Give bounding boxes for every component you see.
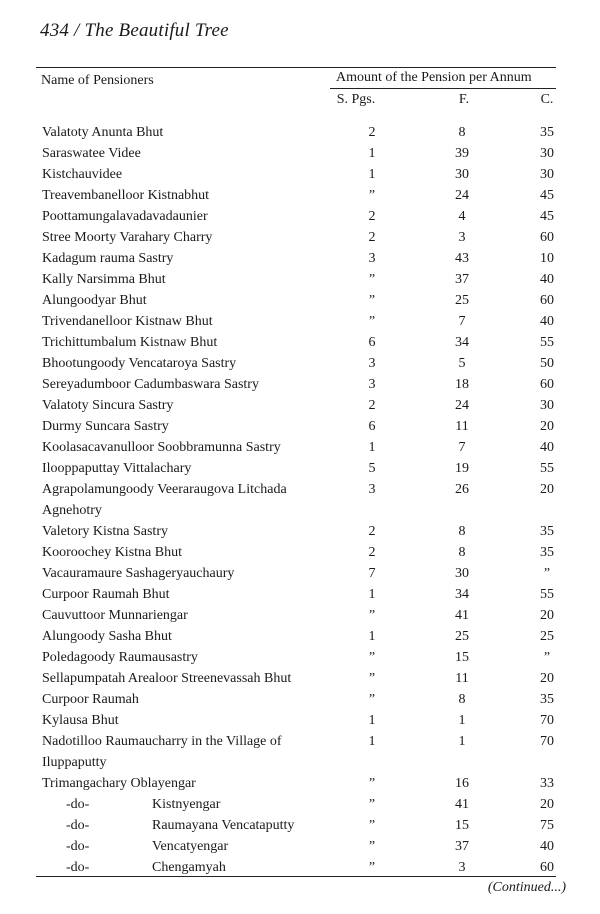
amount-c: ”	[543, 566, 551, 581]
table-row	[0, 290, 600, 311]
amount-spgs: 2	[368, 125, 376, 140]
amount-spgs: ”	[368, 839, 376, 854]
pensioner-name: Nadotilloo Raumaucharry in the Village of Iluppaputty	[42, 734, 282, 770]
amount-spgs: 5	[368, 461, 376, 476]
pensioner-name: Trimangachary Oblayengar	[42, 776, 196, 791]
amount-f: 5	[458, 356, 466, 371]
pensioner-name: Kylausa Bhut	[42, 713, 119, 728]
amount-f: 3	[458, 230, 466, 245]
amount-spgs: 6	[368, 335, 376, 350]
pensioner-name: Valatoty Sincura Sastry	[42, 398, 174, 413]
amount-c: 50	[540, 356, 554, 371]
amount-c: 35	[540, 125, 554, 140]
amount-f: 7	[458, 440, 466, 455]
table-row	[0, 185, 600, 206]
table-row	[0, 647, 600, 668]
amount-f: 30	[455, 167, 469, 182]
amount-f: 43	[455, 251, 469, 266]
amount-c: 45	[540, 188, 554, 203]
pensioner-name: Saraswatee Videe	[42, 146, 141, 161]
amount-spgs: ”	[368, 608, 376, 623]
table-row	[0, 731, 600, 773]
pensioner-name: Trivendanelloor Kistnaw Bhut	[42, 314, 213, 329]
pensioner-name: Kistchauvidee	[42, 167, 123, 182]
continued-note: (Continued...)	[487, 880, 566, 895]
amount-f: 8	[458, 692, 466, 707]
amount-header-rule	[330, 88, 556, 89]
amount-c: 55	[540, 335, 554, 350]
amount-f: 37	[455, 839, 469, 854]
amount-c: 35	[540, 545, 554, 560]
table-row	[0, 584, 600, 605]
amount-spgs: ”	[368, 272, 376, 287]
amount-c: 20	[540, 797, 554, 812]
amount-spgs: ”	[368, 692, 376, 707]
table-row	[0, 437, 600, 458]
amount-spgs: ”	[368, 293, 376, 308]
pensioner-name	[66, 836, 366, 857]
amount-spgs: 1	[368, 146, 376, 161]
amount-spgs: ”	[368, 671, 376, 686]
pensioner-name: Trichittumbalum Kistnaw Bhut	[42, 335, 218, 350]
amount-spgs: 1	[368, 734, 376, 749]
pensioner-name: Valatoty Anunta Bhut	[42, 125, 164, 140]
pensioner-name: Ilooppaputtay Vittalachary	[42, 461, 192, 476]
amount-c: 60	[540, 293, 554, 308]
amount-spgs: ”	[368, 776, 376, 791]
table-row	[0, 248, 600, 269]
table-row	[0, 836, 600, 857]
amount-c: 45	[540, 209, 554, 224]
amount-f: 7	[458, 314, 466, 329]
amount-c: 33	[540, 776, 554, 791]
table-row	[0, 206, 600, 227]
amount-f: 4	[458, 209, 466, 224]
amount-f: 19	[455, 461, 469, 476]
amount-spgs: ”	[368, 314, 376, 329]
pensioner-name: Cauvuttoor Munnariengar	[42, 608, 188, 623]
table-row	[0, 458, 600, 479]
amount-c: 30	[540, 146, 554, 161]
amount-spgs: 1	[368, 587, 376, 602]
amount-spgs: 3	[368, 377, 376, 392]
pensioner-name: Bhootungoody Vencataroya Sastry	[42, 356, 237, 371]
pensioner-name: Curpoor Raumah	[42, 692, 139, 707]
ditto-mark: -do-	[66, 797, 90, 812]
amount-c: 30	[540, 167, 554, 182]
amount-spgs: 2	[368, 209, 376, 224]
amount-f: 3	[458, 860, 466, 875]
table-row	[0, 626, 600, 647]
amount-f: 16	[455, 776, 469, 791]
table-row	[0, 668, 600, 689]
amount-c: 75	[540, 818, 554, 833]
pensioner-name-text: Vencatyengar	[152, 839, 229, 854]
amount-c: 35	[540, 692, 554, 707]
table-row	[0, 815, 600, 836]
pensioner-name: Treavembanelloor Kistnabhut	[42, 188, 210, 203]
pensioner-name: Poottamungalavadavadaunier	[42, 209, 208, 224]
table-row	[0, 269, 600, 290]
pensioner-name: Agrapolamungoody Veeraraugova Litchada Agnehotry	[42, 482, 287, 518]
amount-c: 60	[540, 230, 554, 245]
pensioner-name: Alungoody Sasha Bhut	[42, 629, 172, 644]
amount-c: 70	[540, 713, 554, 728]
ditto-mark: -do-	[66, 839, 90, 854]
pensioner-name: Alungoodyar Bhut	[42, 293, 147, 308]
table-bottom-rule	[36, 876, 556, 877]
pensioner-name	[66, 794, 366, 815]
amount-c: ”	[543, 650, 551, 665]
ditto-mark: -do-	[66, 818, 90, 833]
amount-c: 20	[540, 419, 554, 434]
amount-f: 8	[458, 545, 466, 560]
table-row	[0, 521, 600, 542]
amount-c: 30	[540, 398, 554, 413]
column-header-amount: Amount of the Pension per Annum	[336, 70, 532, 85]
pensioner-name: Poledagoody Raumausastry	[42, 650, 198, 665]
amount-f: 41	[455, 797, 469, 812]
amount-f: 39	[455, 146, 469, 161]
amount-spgs: 3	[368, 482, 376, 497]
pensioner-name: Kooroochey Kistna Bhut	[42, 545, 182, 560]
amount-spgs: ”	[368, 818, 376, 833]
amount-c: 40	[540, 839, 554, 854]
pensioner-name: Valetory Kistna Sastry	[42, 524, 168, 539]
amount-c: 55	[540, 587, 554, 602]
amount-spgs: 2	[368, 524, 376, 539]
pensioner-name: Koolasacavanulloor Soobbramunna Sastry	[42, 440, 281, 455]
amount-c: 35	[540, 524, 554, 539]
amount-spgs: ”	[368, 860, 376, 875]
amount-spgs: 3	[368, 356, 376, 371]
amount-f: 11	[455, 671, 469, 686]
table-row	[0, 689, 600, 710]
subcolumn-header-f: F.	[458, 92, 470, 107]
amount-spgs: ”	[368, 650, 376, 665]
amount-f: 24	[455, 188, 469, 203]
amount-spgs: 7	[368, 566, 376, 581]
table-row	[0, 605, 600, 626]
amount-c: 20	[540, 608, 554, 623]
table-row	[0, 353, 600, 374]
amount-c: 60	[540, 860, 554, 875]
amount-spgs: 2	[368, 230, 376, 245]
table-row	[0, 374, 600, 395]
amount-f: 24	[455, 398, 469, 413]
pensioner-name: Curpoor Raumah Bhut	[42, 587, 170, 602]
amount-f: 30	[455, 566, 469, 581]
table-row	[0, 332, 600, 353]
amount-spgs: 2	[368, 545, 376, 560]
pension-table-body	[0, 122, 600, 878]
amount-spgs: ”	[368, 188, 376, 203]
pensioner-name: Stree Moorty Varahary Charry	[42, 230, 213, 245]
amount-spgs: 6	[368, 419, 376, 434]
amount-c: 20	[540, 482, 554, 497]
pensioner-name: Kadagum rauma Sastry	[42, 251, 174, 266]
table-row	[0, 773, 600, 794]
pensioner-name: Sereyadumboor Cadumbaswara Sastry	[42, 377, 259, 392]
amount-spgs: 1	[368, 629, 376, 644]
amount-c: 55	[540, 461, 554, 476]
amount-f: 37	[455, 272, 469, 287]
subcolumn-header-spgs: S. Pgs.	[336, 92, 376, 107]
table-row	[0, 563, 600, 584]
pensioner-name: Vacauramaure Sashageryauchaury	[42, 566, 235, 581]
table-row	[0, 857, 600, 878]
amount-spgs: 1	[368, 167, 376, 182]
pensioner-name: Kally Narsimma Bhut	[42, 272, 166, 287]
table-row	[0, 416, 600, 437]
amount-c: 25	[540, 629, 554, 644]
amount-f: 1	[458, 734, 466, 749]
amount-c: 40	[540, 440, 554, 455]
amount-f: 18	[455, 377, 469, 392]
running-head: 434 / The Beautiful Tree	[40, 20, 229, 41]
amount-c: 60	[540, 377, 554, 392]
pensioner-name-text: Chengamyah	[152, 860, 226, 875]
amount-f: 15	[455, 650, 469, 665]
amount-spgs: 3	[368, 251, 376, 266]
subcolumn-header-c: C.	[540, 92, 554, 107]
table-top-rule	[36, 67, 556, 68]
amount-f: 34	[455, 587, 469, 602]
table-row	[0, 164, 600, 185]
table-row	[0, 227, 600, 248]
amount-spgs: ”	[368, 797, 376, 812]
amount-spgs: 1	[368, 713, 376, 728]
amount-f: 26	[455, 482, 469, 497]
amount-c: 70	[540, 734, 554, 749]
amount-f: 41	[455, 608, 469, 623]
pensioner-name-text: Raumayana Vencataputty	[152, 818, 295, 833]
amount-c: 10	[540, 251, 554, 266]
amount-c: 40	[540, 272, 554, 287]
pensioner-name: Sellapumpatah Arealoor Streenevassah Bhut	[42, 671, 292, 686]
amount-f: 25	[455, 293, 469, 308]
table-row	[0, 311, 600, 332]
amount-f: 15	[455, 818, 469, 833]
column-header-name: Name of Pensioners	[41, 73, 154, 88]
ditto-mark: -do-	[66, 860, 90, 875]
amount-c: 20	[540, 671, 554, 686]
amount-f: 8	[458, 125, 466, 140]
pensioner-name-text: Kistnyengar	[152, 797, 221, 812]
pensioner-name: Durmy Suncara Sastry	[42, 419, 169, 434]
table-row	[0, 710, 600, 731]
amount-f: 8	[458, 524, 466, 539]
amount-c: 40	[540, 314, 554, 329]
amount-spgs: 1	[368, 440, 376, 455]
amount-f: 11	[455, 419, 469, 434]
pensioner-name	[66, 857, 366, 878]
amount-f: 34	[455, 335, 469, 350]
pensioner-name	[66, 815, 366, 836]
amount-spgs: 2	[368, 398, 376, 413]
table-row	[0, 479, 600, 521]
table-row	[0, 542, 600, 563]
table-row	[0, 143, 600, 164]
amount-f: 25	[455, 629, 469, 644]
table-row	[0, 122, 600, 143]
table-row	[0, 794, 600, 815]
amount-f: 1	[458, 713, 466, 728]
table-row	[0, 395, 600, 416]
